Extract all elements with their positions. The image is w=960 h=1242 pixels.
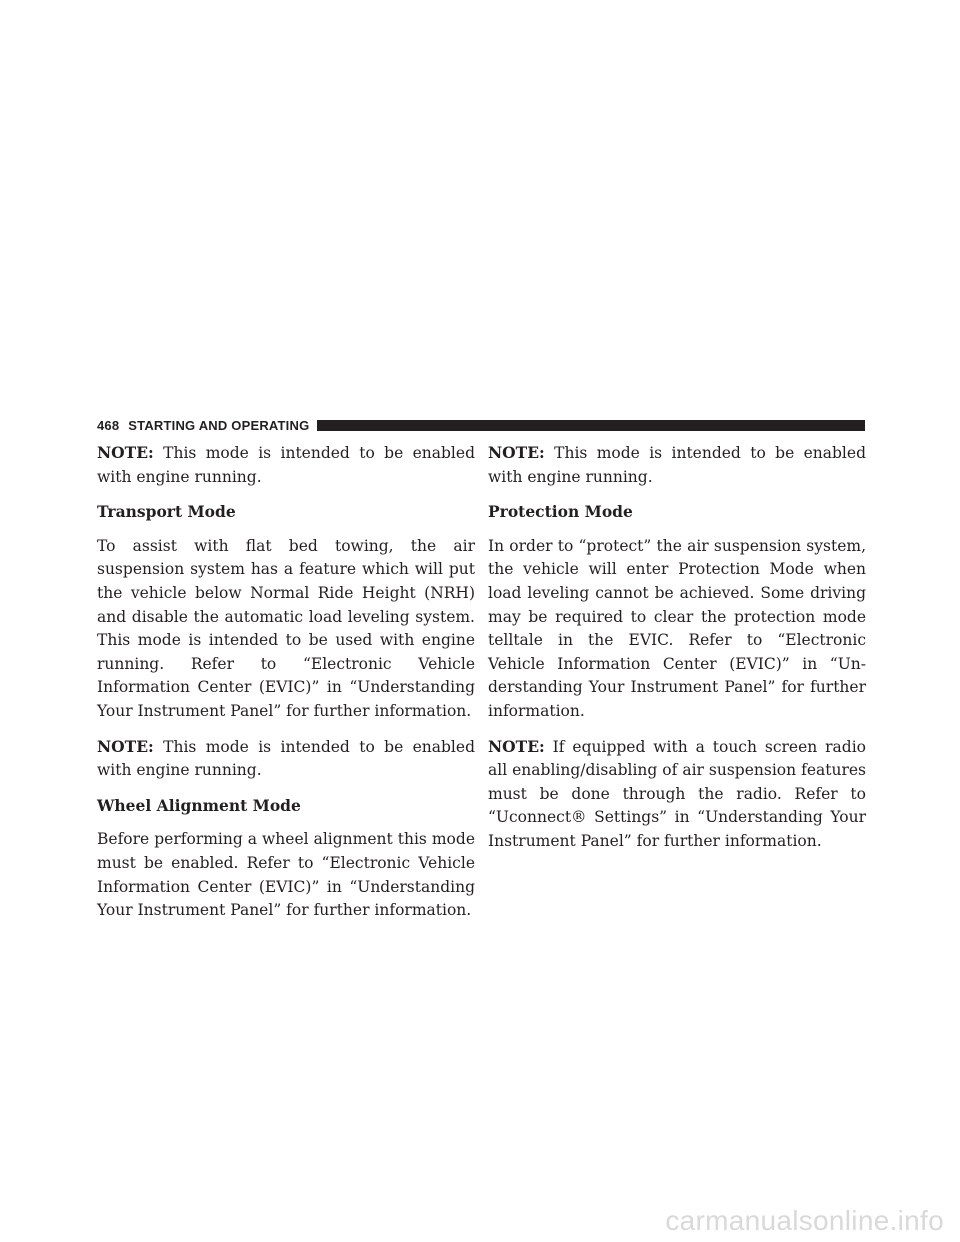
transport-mode-paragraph: To assist with flat bed towing, the air suspension system has a feature which will put the vehicle below Normal Ride Height (NRH) and disable the automatic load leveling system. This mode is intended to be used with engine running. Refer to “Electronic Vehicle Information Center (EVIC)” in “Understanding Your Instrument Panel” for further information.	[97, 536, 475, 720]
section-title: STARTING AND OPERATING	[128, 417, 310, 433]
wheel-alignment-paragraph: Before performing a wheel alignment this mode must be enabled. Refer to “Electronic Vehicle Information Center (EVIC)” in “Understanding Your Instrument Panel” for further information.	[97, 830, 475, 920]
note-label: NOTE:	[488, 443, 545, 462]
note-text: This mode is intended to be enabled with engine running.	[97, 737, 475, 780]
note-text: This mode is intended to be enabled with engine running.	[488, 444, 866, 486]
note-paragraph	[97, 441, 475, 489]
watermark: carmanualsonline.info	[665, 1205, 944, 1236]
page-number: 468	[97, 417, 120, 433]
note-label: NOTE:	[488, 736, 545, 756]
note-text: If equipped with a touch screen radio all enabling/disabling of air suspension features must be done through the radio. Refer to “Uconnect® Settings” in “Understanding Your Instrument Panel” for further information.	[488, 737, 866, 850]
transport-mode-heading: Transport Mode	[97, 502, 236, 522]
note-text: This mode is intended to be enabled with engine running.	[97, 444, 475, 486]
left-column	[97, 441, 475, 934]
note-paragraph	[97, 735, 475, 783]
note-paragraph	[488, 735, 866, 854]
note-label: NOTE:	[97, 443, 154, 462]
note-label: NOTE:	[97, 736, 154, 756]
note-paragraph	[488, 441, 866, 489]
protection-mode-heading: Protection Mode	[488, 502, 633, 522]
wheel-alignment-heading: Wheel Alignment Mode	[97, 795, 301, 815]
protection-mode-paragraph: In order to “protect” the air suspension system, the vehicle will enter Protection Mode when load leveling cannot be achieved. Some driving may be required to clear the protection mode telltale in the EVIC. Refer to “Electronic Vehicle Information Center (EVIC)” in “Understanding Your Instrument Panel” for further information.	[488, 536, 866, 720]
right-column	[488, 441, 866, 865]
header-rule	[317, 420, 865, 431]
page-header	[97, 414, 865, 436]
